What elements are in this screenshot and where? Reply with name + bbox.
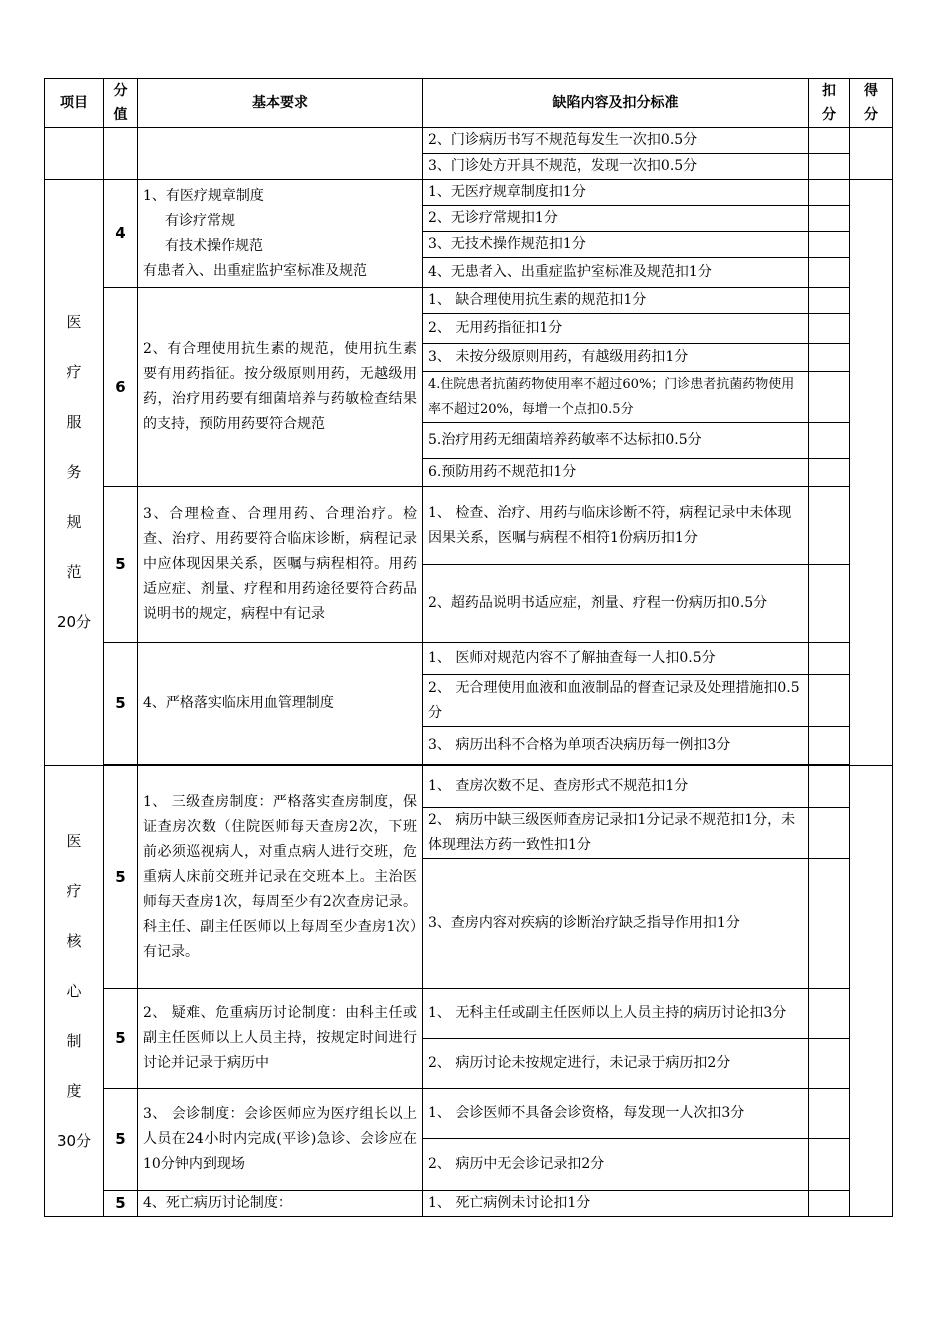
header-row bbox=[45, 79, 893, 128]
group-requirement: 2、 疑难、危重病历讨论制度：由科主任或副主任医师以上人员主持，按规定时间进行讨论并记录于病历中 bbox=[138, 989, 423, 1089]
score-table bbox=[44, 78, 893, 1217]
deduct-cell[interactable] bbox=[809, 154, 850, 180]
gain-cell[interactable] bbox=[850, 128, 893, 180]
evaluation-form bbox=[44, 78, 893, 1217]
project-cell-empty bbox=[45, 128, 104, 180]
deduct-cell[interactable] bbox=[809, 1139, 850, 1191]
defect-item: 6.预防用药不规范扣1分 bbox=[423, 459, 809, 487]
defect-item: 2、 无合理使用血液和血液制品的督查记录及处理措施扣0.5分 bbox=[423, 675, 809, 727]
section-title-core-systems: 医 疗 核 心 制 度 30分 bbox=[45, 766, 104, 1217]
table-row bbox=[45, 128, 893, 154]
group-requirement: 2、有合理使用抗生素的规范，使用抗生素要有用药指征。按分级原则用药，无越级用药，治疗用药要有细菌培养与药敏检查结果的支持，预防用药要符合规范 bbox=[138, 288, 423, 487]
header-score: 分值 bbox=[104, 79, 138, 128]
group-score: 5 bbox=[104, 643, 138, 765]
defect-item: 2、 病历中无会诊记录扣2分 bbox=[423, 1139, 809, 1191]
deduct-cell[interactable] bbox=[809, 727, 850, 765]
table-row bbox=[45, 766, 893, 808]
defect-item: 1、 无科主任或副主任医师以上人员主持的病历讨论扣3分 bbox=[423, 989, 809, 1039]
deduct-cell[interactable] bbox=[809, 344, 850, 372]
group-requirement: 3、 会诊制度：会诊医师应为医疗组长以上人员在24小时内完成(平诊)急诊、会诊应在10分钟内到现场 bbox=[138, 1089, 423, 1191]
deduct-cell[interactable] bbox=[809, 643, 850, 675]
section-title-service-norms: 医 疗 服 务 规 范 20分 bbox=[45, 180, 104, 766]
defect-item: 3、查房内容对疾病的诊断治疗缺乏指导作用扣1分 bbox=[423, 859, 809, 989]
defect-item: 3、 未按分级原则用药，有越级用药扣1分 bbox=[423, 344, 809, 372]
group-requirement: 1、 三级查房制度：严格落实查房制度，保证查房次数（住院医师每天查房2次，下班前必须巡视病人，对重点病人进行交班，危重病人床前交班并记录在交班本上。主治医师每天查房1次，每周至少有2次查房记录。科主任、副主任医师以上每周至少查房1次）有记录。 bbox=[138, 766, 423, 989]
deduct-cell[interactable] bbox=[809, 859, 850, 989]
table-row bbox=[45, 1089, 893, 1139]
defect-item: 2、超药品说明书适应症，剂量、疗程一份病历扣0.5分 bbox=[423, 565, 809, 643]
deduct-cell[interactable] bbox=[809, 314, 850, 344]
table-row bbox=[45, 288, 893, 314]
deduct-cell[interactable] bbox=[809, 423, 850, 459]
header-deduct: 扣分 bbox=[809, 79, 850, 128]
header-defects: 缺陷内容及扣分标准 bbox=[423, 79, 809, 128]
group-requirement: 1、有医疗规章制度 有诊疗常规 有技术操作规范 有患者入、出重症监护室标准及规范 bbox=[138, 180, 423, 288]
defect-item: 2、无诊疗常规扣1分 bbox=[423, 206, 809, 232]
deduct-cell[interactable] bbox=[809, 232, 850, 258]
defect-item: 2、 病历讨论未按规定进行，未记录于病历扣2分 bbox=[423, 1039, 809, 1089]
deduct-cell[interactable] bbox=[809, 565, 850, 643]
defect-item: 1、 查房次数不足、查房形式不规范扣1分 bbox=[423, 766, 809, 808]
deduct-cell[interactable] bbox=[809, 1039, 850, 1089]
header-gain: 得分 bbox=[850, 79, 893, 128]
deduct-cell[interactable] bbox=[809, 487, 850, 565]
defect-item: 5.治疗用药无细菌培养药敏率不达标扣0.5分 bbox=[423, 423, 809, 459]
group-score: 5 bbox=[104, 1089, 138, 1191]
defect-item: 2、 无用药指征扣1分 bbox=[423, 314, 809, 344]
defect-item: 1、 会诊医师不具备会诊资格，每发现一人次扣3分 bbox=[423, 1089, 809, 1139]
gain-cell[interactable] bbox=[850, 766, 893, 1217]
group-requirement: 3、合理检查、合理用药、合理治疗。检查、治疗、用药要符合临床诊断，病程记录中应体现因果关系，医嘱与病程相符。用药适应症、剂量、疗程和用药途径要符合药品说明书的规定，病程中有记录 bbox=[138, 487, 423, 643]
group-requirement: 4、严格落实临床用血管理制度 bbox=[138, 643, 423, 765]
defect-item: 1、 缺合理使用抗生素的规范扣1分 bbox=[423, 288, 809, 314]
deduct-cell[interactable] bbox=[809, 808, 850, 859]
deduct-cell[interactable] bbox=[809, 128, 850, 154]
defect-item: 1、无医疗规章制度扣1分 bbox=[423, 180, 809, 206]
defect-item: 3、无技术操作规范扣1分 bbox=[423, 232, 809, 258]
deduct-cell[interactable] bbox=[809, 372, 850, 423]
group-score: 5 bbox=[104, 1191, 138, 1217]
deduct-cell[interactable] bbox=[809, 675, 850, 727]
defect-item: 3、门诊处方开具不规范，发现一次扣0.5分 bbox=[423, 154, 809, 180]
gain-cell[interactable] bbox=[850, 180, 893, 766]
deduct-cell[interactable] bbox=[809, 459, 850, 487]
group-score: 6 bbox=[104, 288, 138, 487]
table-row bbox=[45, 1191, 893, 1217]
deduct-cell[interactable] bbox=[809, 206, 850, 232]
header-project: 项目 bbox=[45, 79, 104, 128]
deduct-cell[interactable] bbox=[809, 766, 850, 808]
table-row bbox=[45, 989, 893, 1039]
deduct-cell[interactable] bbox=[809, 288, 850, 314]
table-row bbox=[45, 643, 893, 675]
defect-item: 4、无患者入、出重症监护室标准及规范扣1分 bbox=[423, 258, 809, 288]
defect-item: 1、 医师对规范内容不了解抽查每一人扣0.5分 bbox=[423, 643, 809, 675]
deduct-cell[interactable] bbox=[809, 258, 850, 288]
defect-item: 1、 死亡病例未讨论扣1分 bbox=[423, 1191, 809, 1217]
deduct-cell[interactable] bbox=[809, 1191, 850, 1217]
defect-item: 2、 病历中缺三级医师查房记录扣1分记录不规范扣1分，未体现理法方药一致性扣1分 bbox=[423, 808, 809, 859]
group-score: 5 bbox=[104, 487, 138, 643]
deduct-cell[interactable] bbox=[809, 180, 850, 206]
defect-item: 4.住院患者抗菌药物使用率不超过60%；门诊患者抗菌药物使用率不超过20%，每增一个点扣0.5分 bbox=[423, 372, 809, 423]
score-cell-empty bbox=[104, 128, 138, 180]
requirement-cell-empty bbox=[138, 128, 423, 180]
group-requirement: 4、死亡病历讨论制度： bbox=[138, 1191, 423, 1217]
table-row bbox=[45, 180, 893, 206]
deduct-cell[interactable] bbox=[809, 989, 850, 1039]
group-score: 4 bbox=[104, 180, 138, 288]
deduct-cell[interactable] bbox=[809, 1089, 850, 1139]
group-score: 5 bbox=[104, 766, 138, 989]
defect-item: 1、 检查、治疗、用药与临床诊断不符，病程记录中未体现因果关系，医嘱与病程不相符1份病历扣1分 bbox=[423, 487, 809, 565]
defect-item: 3、 病历出科不合格为单项否决病历每一例扣3分 bbox=[423, 727, 809, 765]
header-requirements: 基本要求 bbox=[138, 79, 423, 128]
group-score: 5 bbox=[104, 989, 138, 1089]
defect-item: 2、门诊病历书写不规范每发生一次扣0.5分 bbox=[423, 128, 809, 154]
table-row bbox=[45, 487, 893, 565]
